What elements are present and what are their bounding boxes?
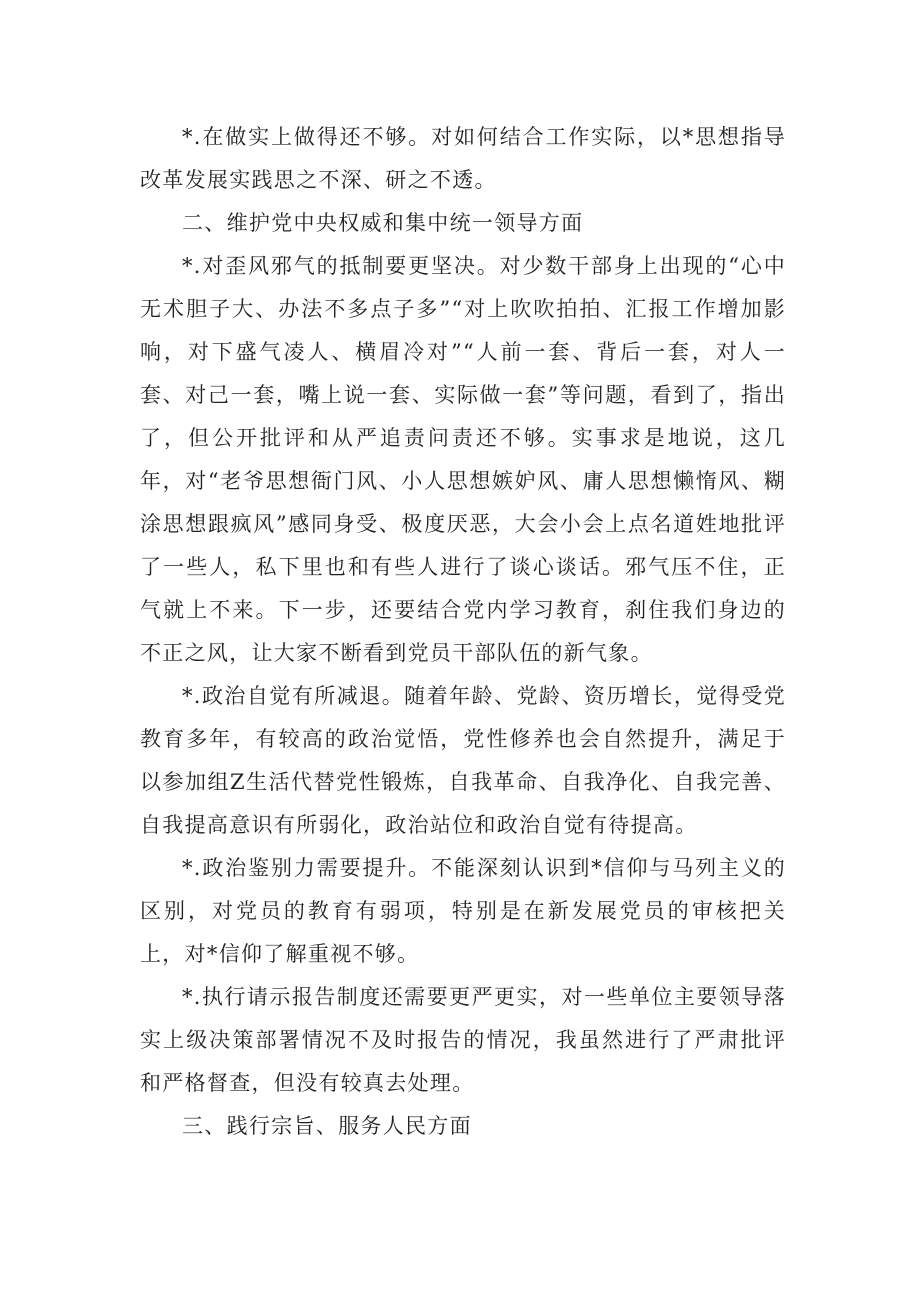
document-body (140, 116, 786, 1148)
paragraph-practical-work: *.在做实上做得还不够。对如何结合工作实际，以*思想指导改革发展实践思之不深、研之不透。 (140, 125, 786, 192)
section-heading-party-authority: 二、维护党中央权威和集中统一领导方面 (182, 211, 584, 235)
paragraph-political-discernment: *.政治鉴别力需要提升。不能深刻认识到*信仰与马列主义的区别，对党员的教育有弱项，特别是在新发展党员的审核把关上，对*信仰了解重视不够。 (140, 856, 786, 966)
paragraph-political-consciousness: *.政治自觉有所减退。随着年龄、党龄、资历增长，觉得受党教育多年，有较高的政治觉悟，党性修养也会自然提升，满足于以参加组Z生活代替党性锻炼，自我革命、自我净化、自我完善、自我提高意识有所弱化，政治站位和政治自觉有待提高。 (140, 684, 786, 837)
paragraph-resisting-unhealthy-practices: *.对歪风邪气的抵制要更坚决。对少数干部身上出现的“心中无术胆子大、办法不多点子多”“对上吹吹拍拍、汇报工作增加影响，对下盛气凌人、横眉冷对”“人前一套、背后一套，对人一套、对己一套，嘴上说一套、实际做一套”等问题，看到了，指出了，但公开批评和从严追责问责还不够。实事求是地说，这几年，对“老爷思想衙门风、小人思想嫉妒风、庸人思想懒惰风、糊涂思想跟疯风”感同身受、极度厌恶，大会小会上点名道姓地批评了一些人，私下里也和有些人进行了谈心谈话。邪气压不住，正气就上不来。下一步，还要结合党内学习教育，刹住我们身边的不正之风，让大家不断看到党员干部队伍的新气象。 (140, 254, 786, 665)
paragraph-reporting-system: *.执行请示报告制度还需要更严更实，对一些单位主要领导落实上级决策部署情况不及时报告的情况，我虽然进行了严肃批评和严格督查，但没有较真去处理。 (140, 985, 786, 1095)
section-heading-serving-people: 三、践行宗旨、服务人民方面 (182, 1114, 472, 1138)
